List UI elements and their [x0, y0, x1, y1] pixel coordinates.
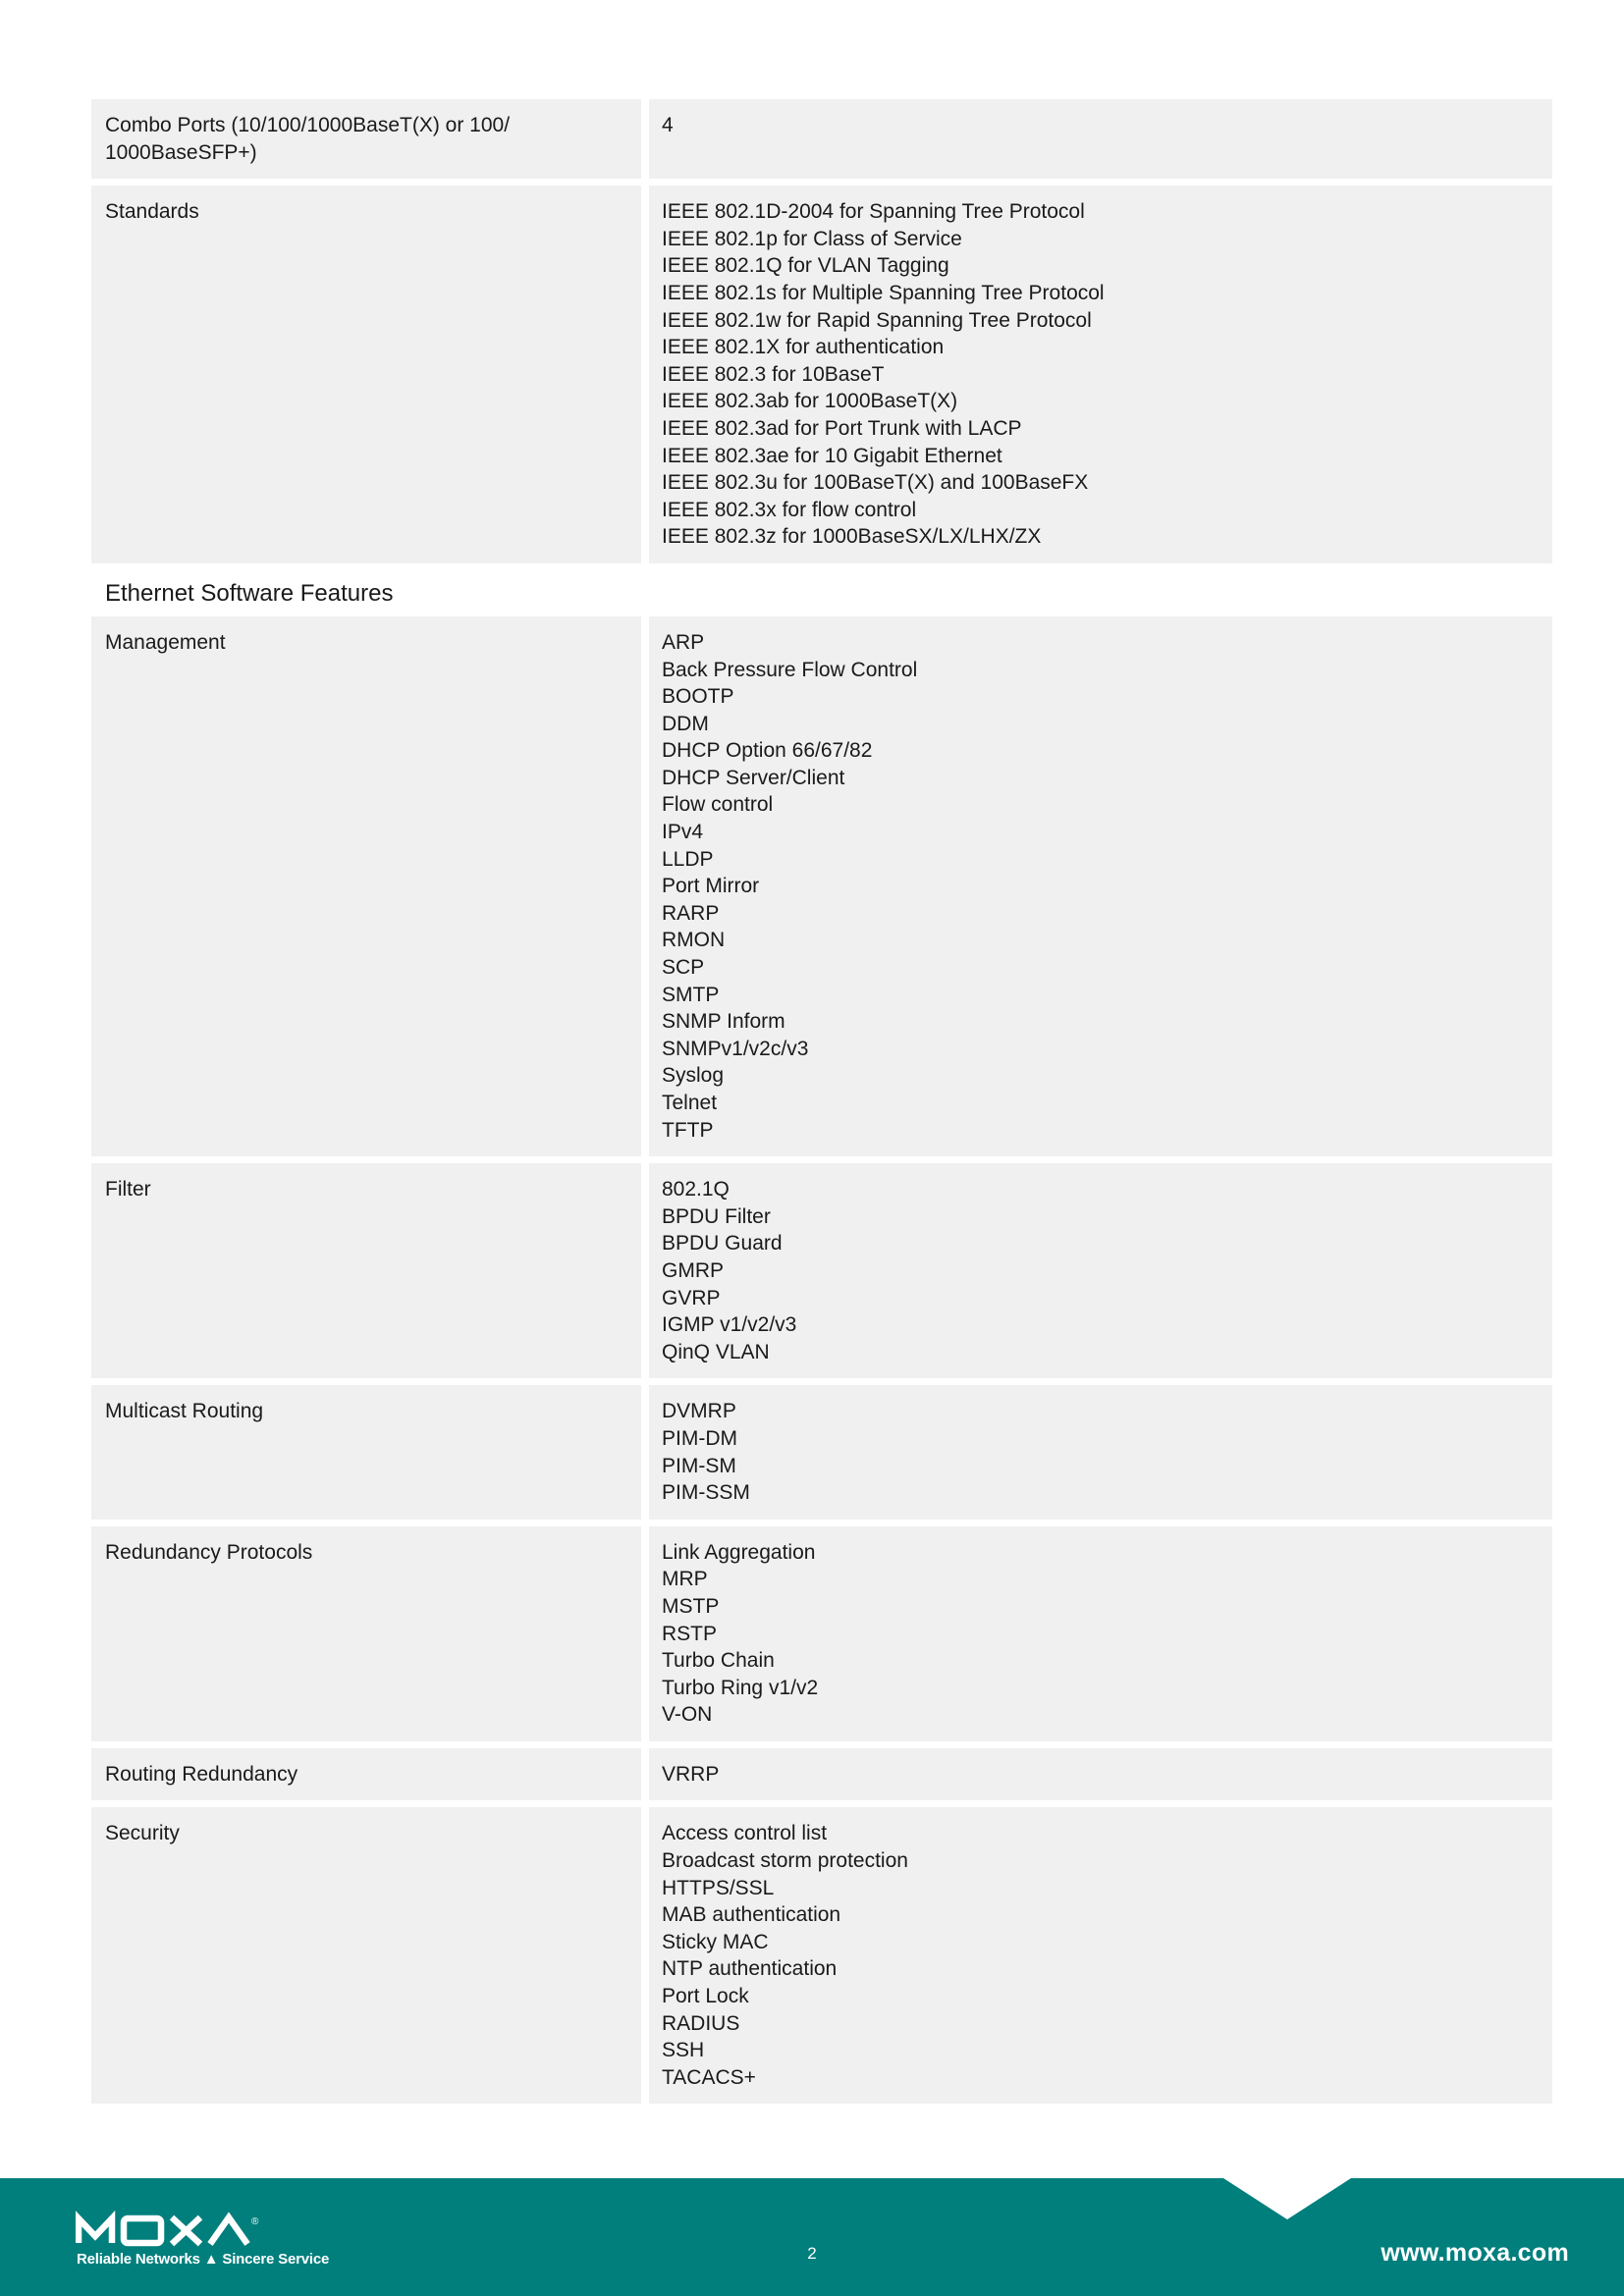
- spec-label: [91, 1385, 641, 1519]
- spec-value: IEEE 802.3ad for Port Trunk with LACP: [662, 416, 1022, 440]
- spec-label-line: Combo Ports (10/100/1000BaseT(X) or 100/: [105, 114, 511, 136]
- spec-row: [91, 99, 1552, 179]
- section-title: Ethernet Software Features: [105, 579, 394, 607]
- spec-row: [91, 1385, 1552, 1519]
- spec-value: PIM-DM: [662, 1426, 737, 1450]
- spec-value: Syslog: [662, 1064, 725, 1088]
- spec-value: DVMRP: [662, 1400, 736, 1423]
- spec-label-line: Standards: [105, 200, 199, 224]
- spec-value: IEEE 802.1X for authentication: [662, 336, 945, 359]
- spec-value: TACACS+: [662, 2065, 756, 2089]
- spec-value: QinQ VLAN: [662, 1340, 770, 1363]
- spec-values: [649, 1807, 1552, 2104]
- spec-value: IEEE 802.3z for 1000BaseSX/LX/LHX/ZX: [662, 525, 1042, 549]
- spec-value: RMON: [662, 929, 726, 952]
- spec-label: [91, 99, 641, 179]
- spec-row: [91, 616, 1552, 1156]
- spec-value: DDM: [662, 712, 709, 735]
- spec-values: [649, 1385, 1552, 1519]
- spec-label-line: 1000BaseSFP+): [105, 140, 257, 164]
- spec-row: [91, 186, 1552, 563]
- spec-value: PIM-SSM: [662, 1481, 750, 1505]
- spec-value: Port Mirror: [662, 875, 760, 898]
- spec-value: MSTP: [662, 1594, 720, 1618]
- spec-value: Sticky MAC: [662, 1930, 769, 1953]
- spec-value: VRRP: [662, 1762, 720, 1786]
- spec-value: SMTP: [662, 983, 720, 1006]
- spec-value: GMRP: [662, 1258, 724, 1282]
- spec-value: BOOTP: [662, 685, 734, 709]
- spec-label-line: Redundancy Protocols: [105, 1540, 313, 1564]
- spec-value: Back Pressure Flow Control: [662, 658, 918, 681]
- spec-value: IEEE 802.3 for 10BaseT: [662, 362, 885, 386]
- spec-value: RSTP: [662, 1622, 718, 1645]
- spec-value: DHCP Option 66/67/82: [662, 739, 873, 763]
- spec-value: RARP: [662, 901, 720, 925]
- spec-value: IEEE 802.1s for Multiple Spanning Tree Protocol: [662, 281, 1105, 304]
- spec-label-line: Multicast Routing: [105, 1400, 264, 1423]
- spec-row: [91, 1807, 1552, 2104]
- spec-value: IGMP v1/v2/v3: [662, 1313, 797, 1337]
- spec-value: Link Aggregation: [662, 1540, 816, 1564]
- spec-label: [91, 1807, 641, 2104]
- spec-row: [91, 1748, 1552, 1801]
- spec-label: [91, 186, 641, 563]
- spec-value: Flow control: [662, 793, 774, 817]
- spec-value: IEEE 802.1w for Rapid Spanning Tree Protocol: [662, 308, 1092, 332]
- spec-value: IEEE 802.3ae for 10 Gigabit Ethernet: [662, 444, 1002, 467]
- spec-rows-bottom: [91, 616, 1552, 2105]
- spec-value: Broadcast storm protection: [662, 1849, 908, 1873]
- spec-label-line: Routing Redundancy: [105, 1762, 298, 1786]
- spec-value: IPv4: [662, 821, 704, 844]
- spec-value: SCP: [662, 956, 705, 980]
- spec-value: Access control list: [662, 1822, 828, 1845]
- spec-rows-top: [91, 99, 1552, 563]
- spec-value: SNMP Inform: [662, 1010, 785, 1034]
- spec-value: ARP: [662, 630, 705, 654]
- spec-label: [91, 616, 641, 1156]
- spec-value: LLDP: [662, 847, 714, 871]
- spec-value: V-ON: [662, 1703, 713, 1727]
- spec-row: [91, 1163, 1552, 1378]
- spec-value: IEEE 802.3ab for 1000BaseT(X): [662, 390, 958, 413]
- spec-value: Turbo Chain: [662, 1649, 775, 1673]
- spec-label: [91, 1163, 641, 1378]
- spec-values: [649, 1163, 1552, 1378]
- spec-value: 802.1Q: [662, 1178, 730, 1201]
- page-number: 2: [807, 2244, 817, 2263]
- website-link[interactable]: www.moxa.com: [1380, 2239, 1569, 2267]
- spec-value: TFTP: [662, 1118, 714, 1142]
- spec-value: HTTPS/SSL: [662, 1876, 775, 1899]
- spec-value: SSH: [662, 2039, 705, 2062]
- spec-value: IEEE 802.1p for Class of Service: [662, 227, 962, 250]
- spec-values: [649, 1526, 1552, 1741]
- tagline: Reliable Networks ▲ Sincere Service: [77, 2251, 330, 2268]
- spec-value: IEEE 802.1Q for VLAN Tagging: [662, 254, 949, 278]
- spec-row: [91, 1526, 1552, 1741]
- svg-text:®: ®: [251, 2216, 259, 2227]
- spec-values: [649, 186, 1552, 563]
- spec-value: Port Lock: [662, 1985, 749, 2008]
- spec-table: [91, 99, 1552, 2110]
- spec-value: IEEE 802.3x for flow control: [662, 498, 917, 521]
- spec-label-line: Security: [105, 1822, 180, 1845]
- spec-label-line: Management: [105, 630, 226, 654]
- spec-value: MAB authentication: [662, 1903, 841, 1927]
- footer-notch: [1223, 2178, 1351, 2219]
- spec-values: [649, 99, 1552, 179]
- spec-label: [91, 1748, 641, 1801]
- spec-value: MRP: [662, 1568, 708, 1591]
- spec-value: SNMPv1/v2c/v3: [662, 1037, 809, 1060]
- spec-value: NTP authentication: [662, 1957, 838, 1981]
- spec-values: [649, 616, 1552, 1156]
- spec-value: BPDU Filter: [662, 1204, 771, 1228]
- spec-value: 4: [662, 114, 674, 136]
- spec-value: BPDU Guard: [662, 1232, 783, 1255]
- spec-value: Telnet: [662, 1092, 718, 1114]
- spec-value: DHCP Server/Client: [662, 766, 845, 789]
- spec-values: [649, 1748, 1552, 1801]
- spec-value: PIM-SM: [662, 1454, 736, 1477]
- spec-label-line: Filter: [105, 1178, 151, 1201]
- spec-value: IEEE 802.3u for 100BaseT(X) and 100BaseFX: [662, 471, 1089, 495]
- spec-value: RADIUS: [662, 2011, 740, 2035]
- spec-label: [91, 1526, 641, 1741]
- spec-value: Turbo Ring v1/v2: [662, 1676, 819, 1699]
- spec-value: IEEE 802.1D-2004 for Spanning Tree Protocol: [662, 200, 1085, 224]
- spec-value: GVRP: [662, 1286, 721, 1309]
